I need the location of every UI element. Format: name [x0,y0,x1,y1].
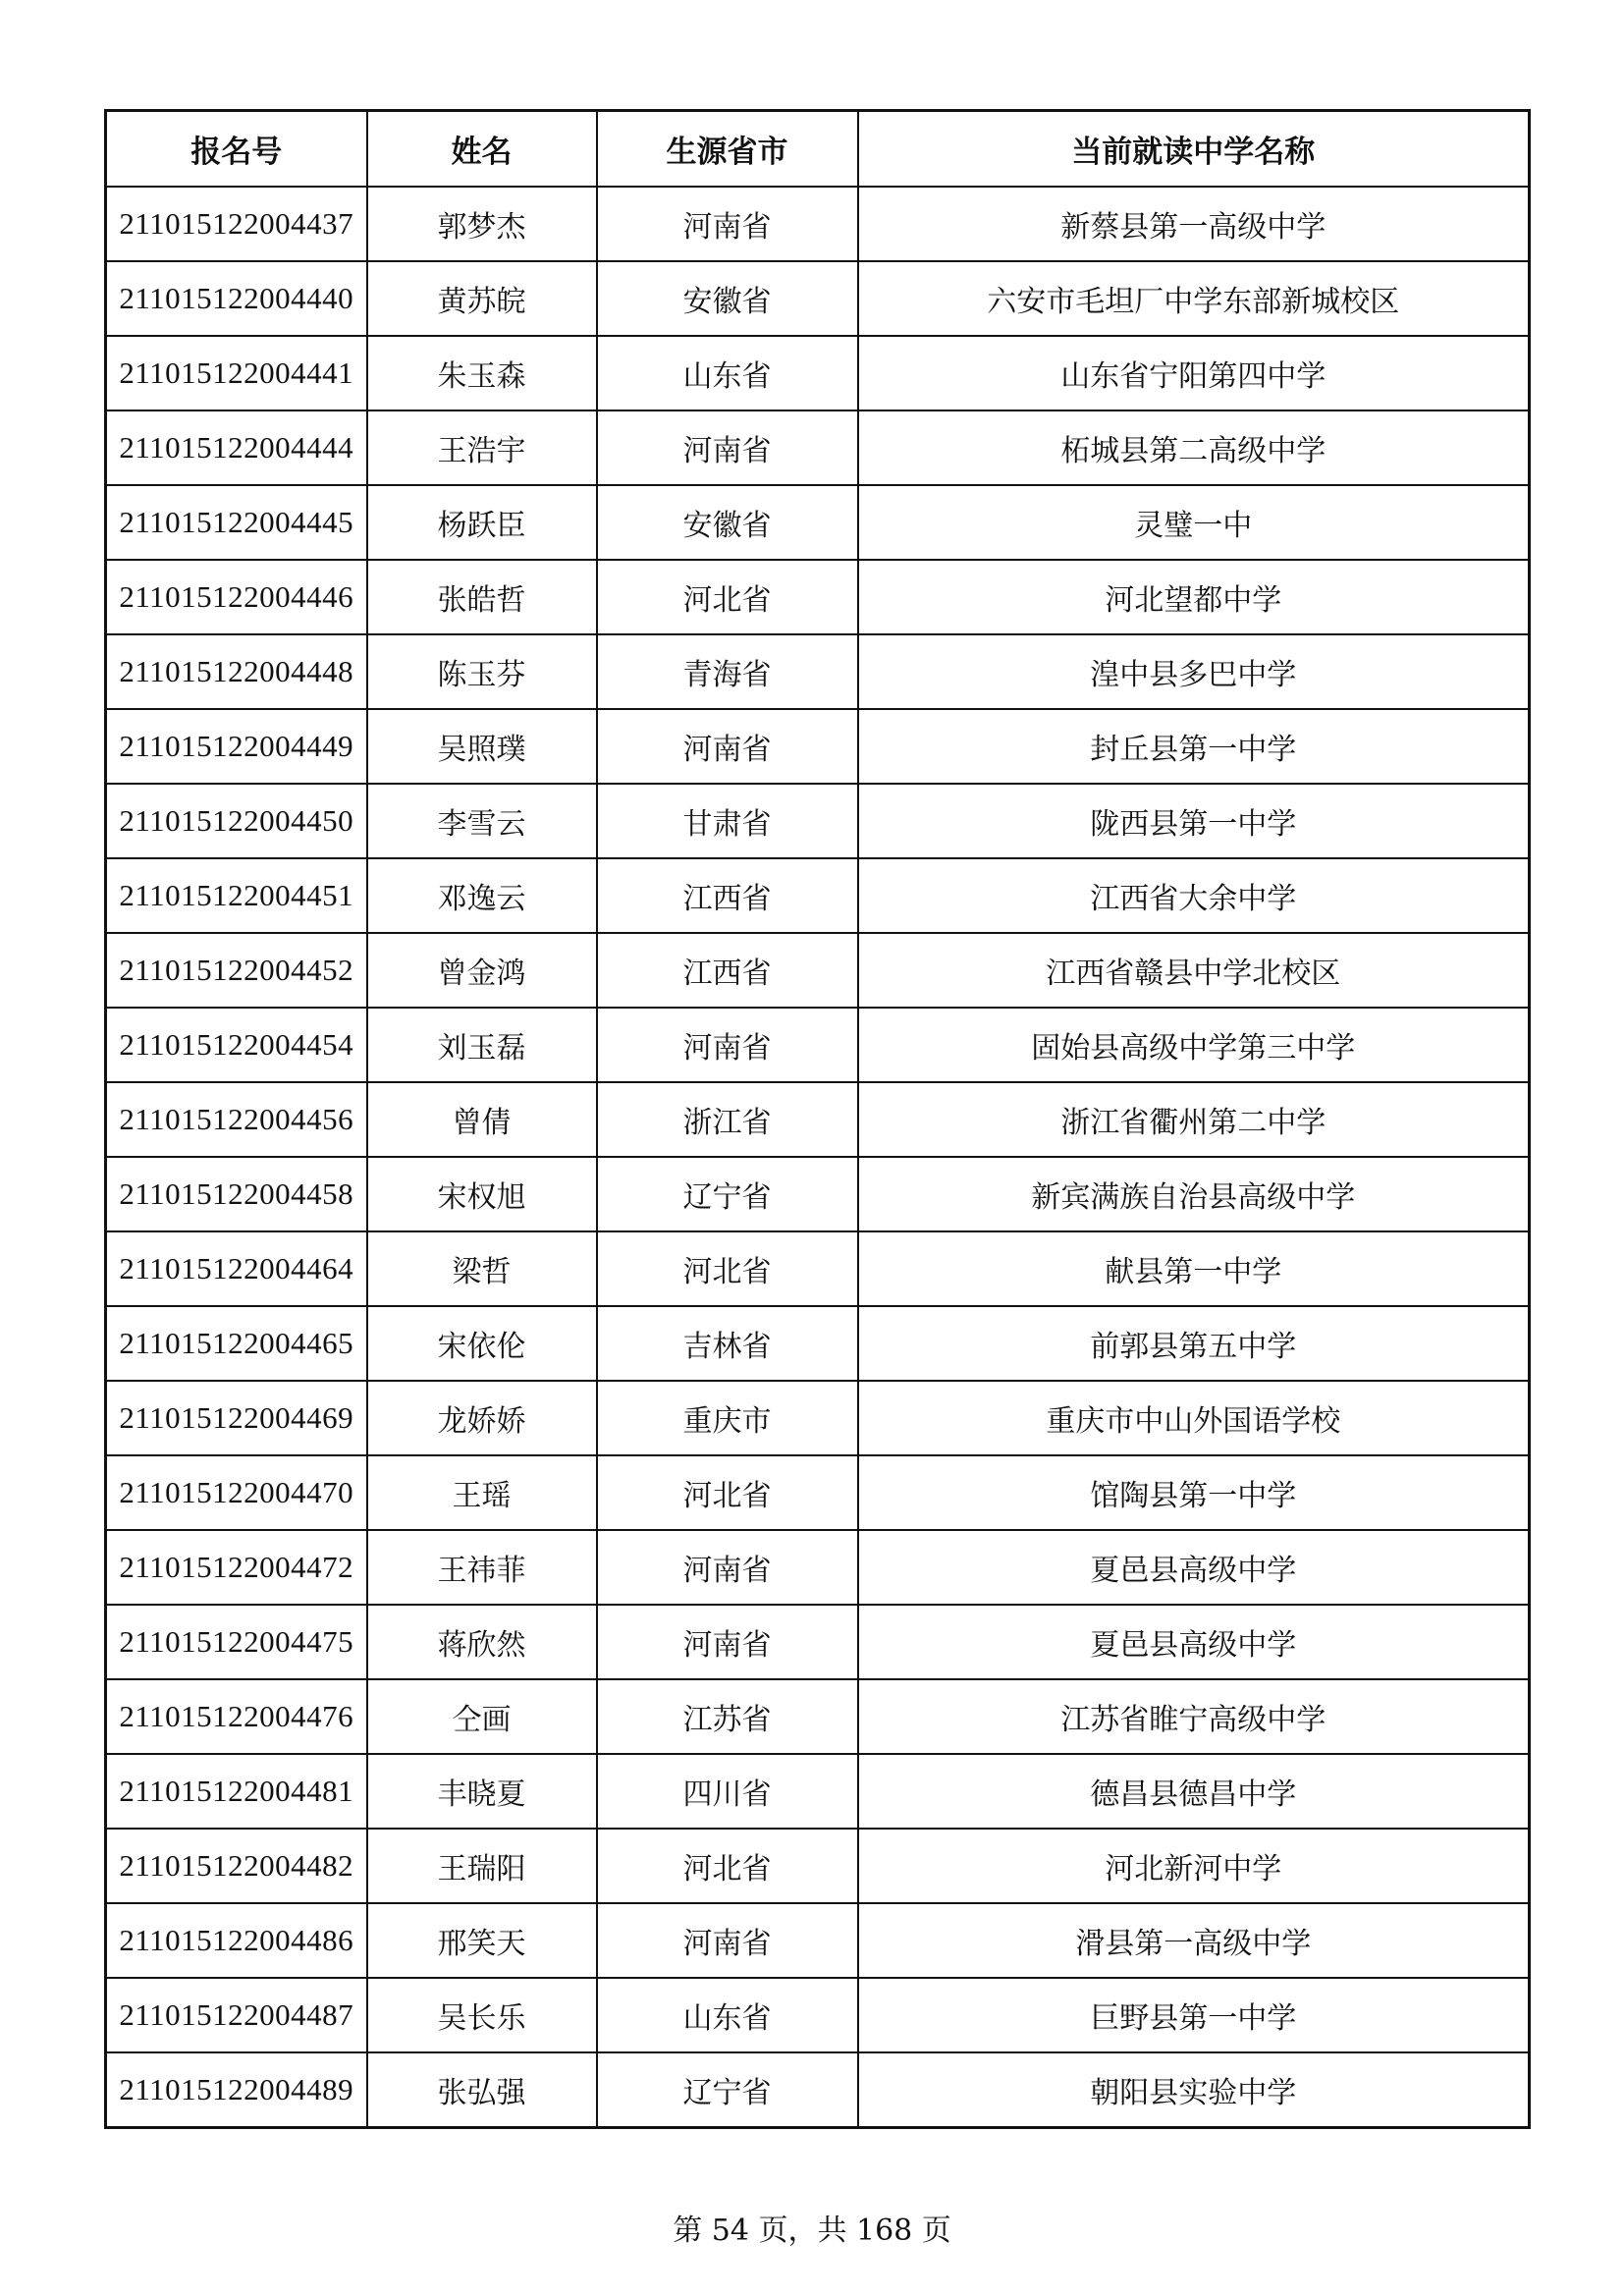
cell-registration-number: 211015122004481 [106,1754,367,1829]
cell-registration-number: 211015122004445 [106,485,367,560]
table-row [106,858,1530,933]
cell-name: 曾倩 [367,1082,597,1157]
page-footer [0,2206,1624,2249]
cell-name: 王瑞阳 [367,1829,597,1903]
table-row [106,709,1530,784]
admission-roster-table [104,109,1531,2129]
footer-middle: 页，共 [748,2214,856,2248]
cell-province: 江西省 [597,933,858,1008]
header-registration-number: 报名号 [106,111,367,188]
cell-name: 邢笑天 [367,1903,597,1978]
cell-school: 馆陶县第一中学 [858,1455,1530,1530]
table-row [106,1082,1530,1157]
cell-school: 重庆市中山外国语学校 [858,1381,1530,1455]
cell-school: 河北望都中学 [858,560,1530,634]
footer-page-number: 54 [711,2214,749,2248]
table-row [106,1829,1530,1903]
cell-name: 仝画 [367,1679,597,1754]
cell-name: 李雪云 [367,784,597,858]
cell-name: 朱玉森 [367,336,597,410]
cell-province: 甘肃省 [597,784,858,858]
table-row [106,261,1530,336]
cell-province: 吉林省 [597,1306,858,1381]
cell-province: 青海省 [597,634,858,709]
cell-province: 河南省 [597,1530,858,1605]
cell-registration-number: 211015122004476 [106,1679,367,1754]
cell-province: 江苏省 [597,1679,858,1754]
table-row [106,410,1530,485]
header-school: 当前就读中学名称 [858,111,1530,188]
table-row [106,1455,1530,1530]
table-row [106,1157,1530,1231]
cell-name: 龙娇娇 [367,1381,597,1455]
cell-province: 河南省 [597,1903,858,1978]
cell-province: 山东省 [597,336,858,410]
cell-province: 河南省 [597,187,858,261]
cell-province: 河南省 [597,709,858,784]
cell-school: 封丘县第一中学 [858,709,1530,784]
cell-registration-number: 211015122004448 [106,634,367,709]
cell-school: 滑县第一高级中学 [858,1903,1530,1978]
cell-school: 柘城县第二高级中学 [858,410,1530,485]
table-row [106,1754,1530,1829]
cell-registration-number: 211015122004451 [106,858,367,933]
cell-school: 新宾满族自治县高级中学 [858,1157,1530,1231]
cell-school: 固始县高级中学第三中学 [858,1008,1530,1082]
footer-prefix: 第 [673,2214,712,2248]
table-body [106,187,1530,2128]
cell-school: 江西省赣县中学北校区 [858,933,1530,1008]
table-row [106,187,1530,261]
cell-name: 刘玉磊 [367,1008,597,1082]
cell-school: 夏邑县高级中学 [858,1605,1530,1679]
cell-school: 前郭县第五中学 [858,1306,1530,1381]
cell-name: 郭梦杰 [367,187,597,261]
cell-school: 德昌县德昌中学 [858,1754,1530,1829]
cell-registration-number: 211015122004486 [106,1903,367,1978]
cell-name: 陈玉芬 [367,634,597,709]
cell-name: 黄苏皖 [367,261,597,336]
header-province: 生源省市 [597,111,858,188]
cell-registration-number: 211015122004482 [106,1829,367,1903]
table-row [106,1008,1530,1082]
header-name: 姓名 [367,111,597,188]
cell-province: 河南省 [597,1605,858,1679]
table-row [106,1306,1530,1381]
cell-registration-number: 211015122004470 [106,1455,367,1530]
cell-registration-number: 211015122004450 [106,784,367,858]
cell-registration-number: 211015122004475 [106,1605,367,1679]
cell-name: 吴长乐 [367,1978,597,2052]
cell-school: 新蔡县第一高级中学 [858,187,1530,261]
table-row [106,784,1530,858]
cell-registration-number: 211015122004446 [106,560,367,634]
cell-province: 河北省 [597,1829,858,1903]
cell-registration-number: 211015122004441 [106,336,367,410]
cell-province: 河北省 [597,1455,858,1530]
cell-name: 杨跃臣 [367,485,597,560]
cell-province: 辽宁省 [597,2052,858,2128]
cell-province: 河北省 [597,1231,858,1306]
cell-province: 安徽省 [597,485,858,560]
footer-suffix: 页 [912,2214,951,2248]
table-row [106,485,1530,560]
cell-registration-number: 211015122004458 [106,1157,367,1231]
cell-school: 山东省宁阳第四中学 [858,336,1530,410]
cell-school: 巨野县第一中学 [858,1978,1530,2052]
cell-registration-number: 211015122004456 [106,1082,367,1157]
cell-registration-number: 211015122004444 [106,410,367,485]
cell-registration-number: 211015122004440 [106,261,367,336]
cell-school: 六安市毛坦厂中学东部新城校区 [858,261,1530,336]
table-row [106,2052,1530,2128]
cell-school: 江西省大余中学 [858,858,1530,933]
table-header-row [106,111,1530,188]
cell-school: 江苏省睢宁高级中学 [858,1679,1530,1754]
table-row [106,1381,1530,1455]
table-row [106,1978,1530,2052]
cell-registration-number: 211015122004469 [106,1381,367,1455]
cell-name: 吴照璞 [367,709,597,784]
cell-registration-number: 211015122004454 [106,1008,367,1082]
cell-province: 山东省 [597,1978,858,2052]
cell-name: 曾金鸿 [367,933,597,1008]
cell-registration-number: 211015122004489 [106,2052,367,2128]
table-row [106,1679,1530,1754]
cell-name: 邓逸云 [367,858,597,933]
cell-name: 宋依伦 [367,1306,597,1381]
cell-school: 献县第一中学 [858,1231,1530,1306]
cell-registration-number: 211015122004437 [106,187,367,261]
cell-province: 河南省 [597,410,858,485]
table-row [106,634,1530,709]
cell-registration-number: 211015122004472 [106,1530,367,1605]
cell-province: 浙江省 [597,1082,858,1157]
cell-registration-number: 211015122004449 [106,709,367,784]
cell-registration-number: 211015122004452 [106,933,367,1008]
cell-name: 张弘强 [367,2052,597,2128]
cell-school: 朝阳县实验中学 [858,2052,1530,2128]
cell-school: 夏邑县高级中学 [858,1530,1530,1605]
table-row [106,1903,1530,1978]
cell-province: 重庆市 [597,1381,858,1455]
cell-province: 四川省 [597,1754,858,1829]
cell-province: 安徽省 [597,261,858,336]
cell-name: 丰晓夏 [367,1754,597,1829]
cell-name: 王祎菲 [367,1530,597,1605]
cell-name: 张皓哲 [367,560,597,634]
cell-registration-number: 211015122004487 [106,1978,367,2052]
cell-registration-number: 211015122004465 [106,1306,367,1381]
cell-school: 灵璧一中 [858,485,1530,560]
cell-school: 浙江省衢州第二中学 [858,1082,1530,1157]
cell-name: 梁哲 [367,1231,597,1306]
table-row [106,1605,1530,1679]
cell-name: 王浩宇 [367,410,597,485]
cell-name: 蒋欣然 [367,1605,597,1679]
footer-total-pages: 168 [856,2214,913,2248]
cell-province: 辽宁省 [597,1157,858,1231]
cell-province: 江西省 [597,858,858,933]
cell-school: 陇西县第一中学 [858,784,1530,858]
cell-province: 河北省 [597,560,858,634]
cell-province: 河南省 [597,1008,858,1082]
table-row [106,336,1530,410]
table-row [106,933,1530,1008]
cell-school: 湟中县多巴中学 [858,634,1530,709]
table-row [106,1530,1530,1605]
table-row [106,1231,1530,1306]
cell-registration-number: 211015122004464 [106,1231,367,1306]
cell-name: 王瑶 [367,1455,597,1530]
table-row [106,560,1530,634]
cell-name: 宋权旭 [367,1157,597,1231]
cell-school: 河北新河中学 [858,1829,1530,1903]
